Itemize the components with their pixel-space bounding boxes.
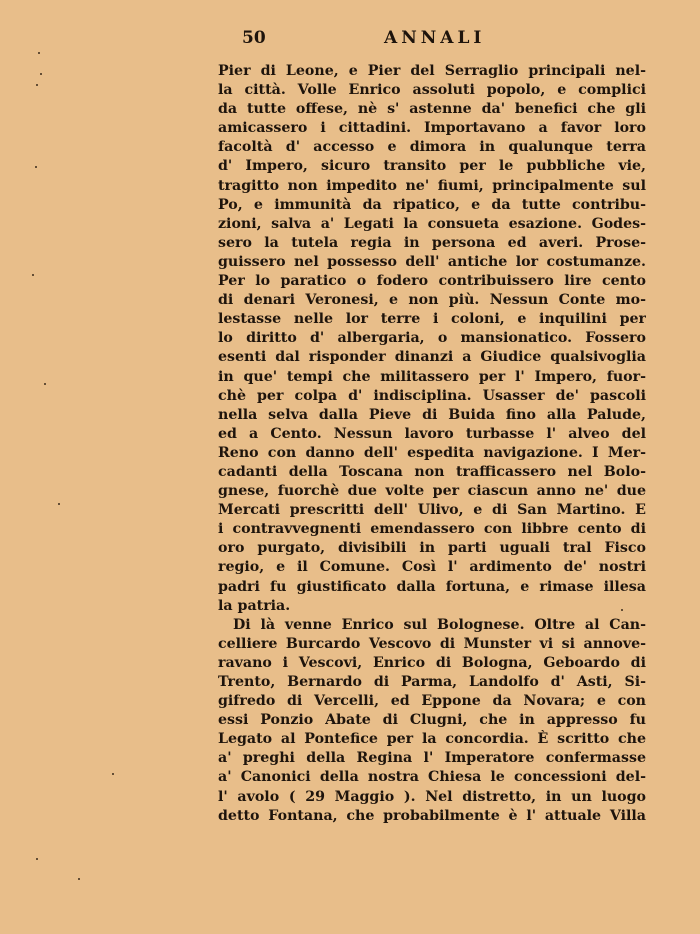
text-line: la patria. — [218, 597, 291, 614]
text-line: la città. Volle Enrico assoluti popolo, e complici — [218, 82, 646, 99]
margin-speck — [621, 609, 623, 611]
text-line: gifredo di Vercelli, ed Eppone da Novara; e con — [218, 693, 646, 710]
text-line: l' avolo ( 29 Maggio ). Nel distretto, in un luogo — [218, 788, 646, 805]
text-line: guissero nel possesso dell' antiche lor costumanze. — [218, 253, 646, 270]
text-line: in que' tempi che militassero per l' Impero, fuor- — [218, 368, 646, 385]
margin-speck — [36, 84, 38, 86]
margin-speck — [112, 773, 114, 775]
text-line: sero la tutela regia in persona ed averi. Prose- — [218, 234, 646, 251]
text-line: ed a Cento. Nessun lavoro turbasse l' alveo del — [218, 425, 646, 442]
text-line: d' Impero, sicuro transito per le pubbliche vie, — [218, 158, 646, 175]
text-line: celliere Burcardo Vescovo di Munster vi si annove- — [218, 635, 646, 652]
text-line: oro purgato, divisibili in parti uguali tral Fisco — [218, 540, 646, 557]
text-line: Trento, Bernardo di Parma, Landolfo d' Asti, Si- — [218, 674, 646, 690]
page-number: 50 — [242, 28, 266, 48]
margin-speck — [32, 274, 34, 276]
text-line: gnese, fuorchè due volte per ciascun anno ne' due — [218, 483, 646, 500]
margin-speck — [58, 503, 60, 505]
page-header — [0, 28, 700, 52]
text-line: Per lo paratico o fodero contribuissero lire cento — [218, 273, 646, 290]
text-line: Di là venne Enrico sul Bolognese. Oltre al Can- — [233, 616, 646, 633]
margin-speck — [35, 166, 37, 168]
text-line: detto Fontana, che probabilmente è l' attuale Villa — [218, 807, 646, 824]
text-line: chè per colpa d' indisciplina. Usasser de' pascoli — [218, 387, 646, 404]
text-line: cadanti della Toscana non trafficassero nel Bolo- — [218, 463, 646, 480]
margin-speck — [40, 73, 42, 75]
text-line: ravano i Vescovi, Enrico di Bologna, Geboardo di — [218, 654, 646, 671]
text-line: regio, e il Comune. Così l' ardimento de' nostri — [218, 559, 646, 576]
text-line: Pier di Leone, e Pier del Serraglio principali nel- — [218, 63, 646, 79]
text-line: Po, e immunità da ripatico, e da tutte contribu- — [218, 196, 646, 213]
text-line: zioni, salva a' Legati la consueta esazione. Godes- — [218, 215, 646, 232]
margin-speck — [36, 858, 38, 860]
text-line: tragitto non impedito ne' fiumi, principalmente sul — [218, 177, 646, 194]
text-line: di denari Veronesi, e non più. Nessun Conte mo- — [218, 292, 646, 309]
text-line: padri fu giustificato dalla fortuna, e rimase illesa — [218, 578, 646, 595]
text-line: essi Ponzio Abate di Clugni, che in appresso fu — [218, 712, 646, 729]
margin-speck — [38, 52, 40, 54]
margin-speck — [78, 878, 80, 880]
text-line: esenti dal risponder dinanzi a Giudice qualsivoglia — [218, 349, 646, 366]
text-line: Mercati prescritti dell' Ulivo, e di San Martino. E — [218, 502, 646, 519]
body-text — [218, 62, 646, 826]
text-line: lestasse nelle lor terre i coloni, e inquilini per — [218, 311, 646, 328]
text-line: amicassero i cittadini. Importavano a favor loro — [218, 120, 646, 137]
text-line: lo diritto d' albergaria, o mansionatico. Fossero — [218, 330, 646, 347]
text-line: facoltà d' accesso e dimora in qualunque terra — [218, 139, 646, 156]
running-head: ANNALI — [384, 28, 486, 48]
text-line: a' Canonici della nostra Chiesa le concessioni del- — [218, 769, 646, 786]
margin-speck — [44, 383, 46, 385]
text-line: a' preghi della Regina l' Imperatore confermasse — [218, 750, 646, 767]
text-line: Legato al Pontefice per la concordia. È scritto che — [218, 731, 646, 748]
text-line: Reno con danno dell' espedita navigazione. I Mer- — [218, 444, 646, 461]
text-line: nella selva dalla Pieve di Buida fino alla Palude, — [218, 406, 646, 423]
text-line: i contravvegnenti emendassero con libbre cento di — [218, 521, 646, 538]
text-line: da tutte offese, nè s' astenne da' benefici che gli — [218, 101, 646, 118]
